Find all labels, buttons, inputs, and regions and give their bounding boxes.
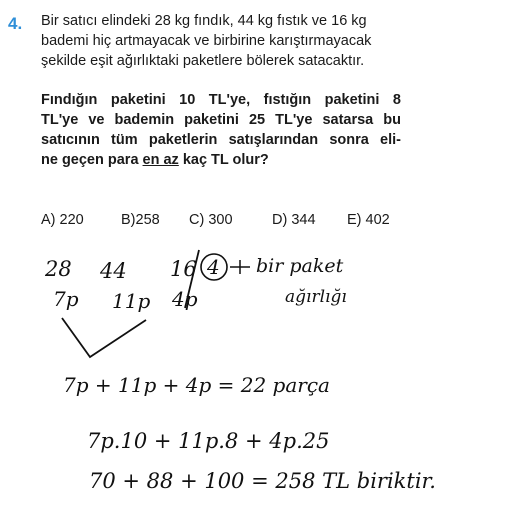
question-number: 4. [8,14,23,33]
hand-pack-almond: 4p [172,287,198,311]
option-d[interactable] [272,212,316,228]
hand-number-hazelnut: 28 [45,257,72,281]
arrow-mark [230,260,250,274]
option-letter: C) [189,212,205,228]
option-value: 344 [291,212,316,228]
option-value: 300 [208,212,233,228]
hand-number-pistachio: 44 [100,259,127,283]
hand-number-almond: 16 [170,257,197,281]
prompt-line: TL'ye ve bademin paketini 25 TL'ye satarsa bu [41,112,401,128]
prompt-text: ne geçen para [41,152,143,168]
prompt-text: kaç TL olur? [178,152,269,168]
prompt-line [41,150,401,170]
prompt-line: satıcının tüm paketlerin satışlarından sonra eli- [41,132,401,148]
hand-calc-line: 7p.10 + 11p.8 + 4p.25 [87,429,330,453]
hand-gcd-note: ağırlığı [285,287,347,307]
option-letter: B) [121,212,136,228]
option-value: 258 [135,212,160,228]
option-letter: D) [272,212,288,228]
check-mark [62,318,146,357]
option-value: 402 [365,212,390,228]
option-e[interactable] [347,212,390,228]
intro-line: bademi hiç artmayacak ve birbirine karıştırmayacak [41,33,372,49]
hand-result-line: 70 + 88 + 100 = 258 TL biriktir. [89,469,436,493]
option-letter: E) [347,212,362,228]
hand-gcd: 4 [207,255,220,279]
hand-gcd-note: bir paket [256,255,344,277]
option-c[interactable] [189,212,233,228]
emphasis-underlined: en az [142,152,179,168]
intro-line: şekilde eşit ağırlıktaki paketlere bölerek satacaktır. [41,53,365,69]
option-a[interactable] [41,212,84,228]
intro-line: Bir satıcı elindeki 28 kg fındık, 44 kg fıstık ve 16 kg [41,13,367,29]
question-prompt [41,90,401,170]
option-letter: A) [41,212,56,228]
hand-sum-line: 7p + 11p + 4p = 22 parça [63,373,330,397]
handwritten-solution [0,240,527,506]
question-intro [41,11,401,71]
option-b[interactable] [121,212,160,228]
prompt-line: Fındığın paketini 10 TL'ye, fıstığın paketini 8 [41,92,401,108]
hand-pack-pistachio: 11p [112,289,151,313]
hand-pack-hazelnut: 7p [53,287,79,311]
option-value: 220 [59,212,84,228]
